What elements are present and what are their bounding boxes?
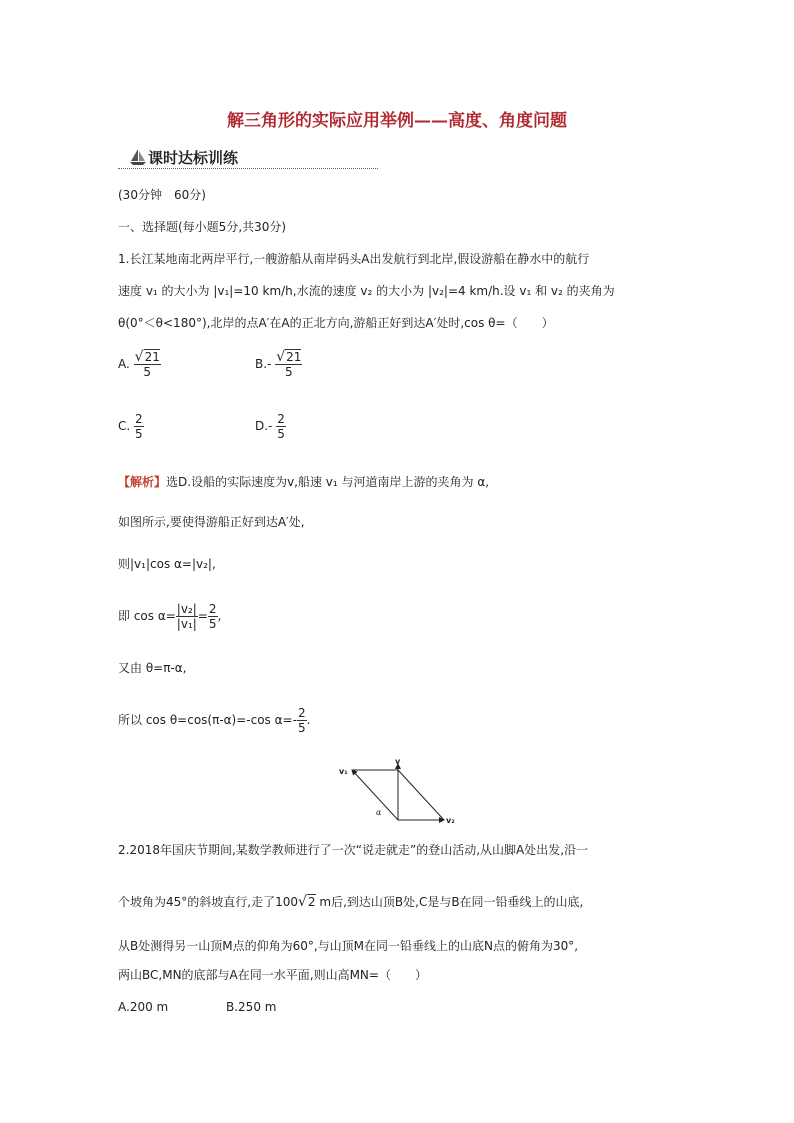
radicand: 2 — [307, 895, 316, 909]
solution-line-4 — [118, 602, 221, 631]
section-heading: 课时达标训练 — [148, 149, 239, 167]
equation-lhs: 即 cos α= — [118, 609, 176, 623]
option-label: B.- — [255, 357, 272, 371]
q1-line-3: θ(0°＜θ<180°),北岸的点A′在A的正北方向,游船正好到达A′处时,cos θ=（ ） — [118, 316, 554, 330]
q2-text: 个坡角为45°的斜坡直行,走了100 — [118, 895, 298, 909]
fraction — [176, 602, 198, 631]
q1-line-1: 1.长江某地南北两岸平行,一艘游船从南岸码头A出发航行到北岸,假设游船在静水中的航行 — [118, 252, 590, 266]
q1-option-c — [118, 412, 144, 441]
denominator: 5 — [285, 365, 293, 379]
numerator: 2 — [277, 412, 285, 426]
q1-option-d — [255, 412, 286, 441]
option-label: C. — [118, 419, 131, 433]
fraction — [276, 412, 286, 441]
section-divider — [118, 168, 378, 169]
label-v1: v₁ — [339, 767, 348, 776]
numerator: 2 — [297, 706, 306, 720]
radicand: 21 — [144, 350, 160, 364]
time-score: (30分钟 60分) — [118, 188, 206, 202]
denominator: 5 — [277, 427, 285, 441]
solution-line-3: 则|v₁|cos α=|v₂|, — [118, 557, 216, 571]
numerator: 2 — [208, 602, 217, 616]
diagonal-edge — [398, 770, 444, 820]
q2-option-b: B.250 m — [226, 1000, 277, 1014]
sailboat-icon — [128, 148, 148, 166]
fraction — [208, 602, 218, 631]
numerator: |v₂| — [176, 602, 197, 616]
denominator: 5 — [135, 427, 143, 441]
q1-option-b — [255, 350, 302, 379]
vector-diagram — [338, 758, 462, 824]
q2-line-4: 两山BC,MN的底部与A在同一水平面,则山高MN=（ ） — [118, 968, 427, 982]
denominator: 5 — [143, 365, 152, 379]
solution-text: 选D.设船的实际速度为v,船速 v₁ 与河道南岸上游的夹角为 α, — [166, 475, 490, 489]
q2-line-2 — [118, 894, 583, 910]
solution-tag: 【解析】 — [118, 475, 167, 489]
q2-line-3: 从B处测得另一山顶M点的仰角为60°,与山顶M在同一铅垂线上的山底N点的俯角为30°, — [118, 939, 579, 953]
period: . — [306, 713, 311, 727]
solution-line-2: 如图所示,要使得游船正好到达A′处, — [118, 515, 305, 529]
vector-v1 — [352, 770, 398, 820]
comma: , — [217, 609, 222, 623]
fraction: $\frac{√21}{5}$ — [276, 349, 302, 379]
fraction — [134, 412, 144, 441]
page-title: 解三角形的实际应用举例——高度、角度问题 — [227, 111, 567, 131]
solution-line-1 — [118, 474, 489, 490]
denominator: 5 — [208, 617, 217, 631]
denominator: 5 — [297, 721, 306, 735]
fraction: $\frac{√21}{5}$ — [134, 349, 160, 379]
label-v: v — [395, 758, 401, 766]
q2-text: m后,到达山顶B处,C是与B在同一铅垂线上的山底, — [319, 895, 584, 909]
denominator: |v₁| — [176, 617, 197, 631]
solution-line-6 — [118, 706, 310, 735]
q1-option-a — [118, 350, 161, 379]
q1-line-2: 速度 v₁ 的大小为 |v₁|=10 km/h,水流的速度 v₂ 的大小为 |v₂|=4 km/h.设 v₁ 和 v₂ 的夹角为 — [118, 284, 615, 298]
sqrt-symbol: √ — [298, 894, 307, 910]
q2-option-a: A.200 m — [118, 1000, 169, 1014]
option-label: D.- — [255, 419, 273, 433]
part-heading: 一、选择题(每小题5分,共30分) — [118, 220, 287, 234]
fraction — [297, 706, 307, 735]
option-label: A. — [118, 357, 130, 371]
equals-sign: = — [197, 609, 208, 623]
numerator: 2 — [135, 412, 143, 426]
radicand: 21 — [286, 350, 302, 364]
label-alpha: α — [376, 808, 382, 817]
solution-line-5: 又由 θ=π-α, — [118, 661, 187, 675]
q2-line-1: 2.2018年国庆节期间,某数学教师进行了一次“说走就走”的登山活动,从山脚A处出发,沿一 — [118, 843, 589, 857]
label-v2: v₂ — [446, 816, 455, 824]
equation-text: 所以 cos θ=cos(π-α)=-cos α=- — [118, 713, 297, 727]
